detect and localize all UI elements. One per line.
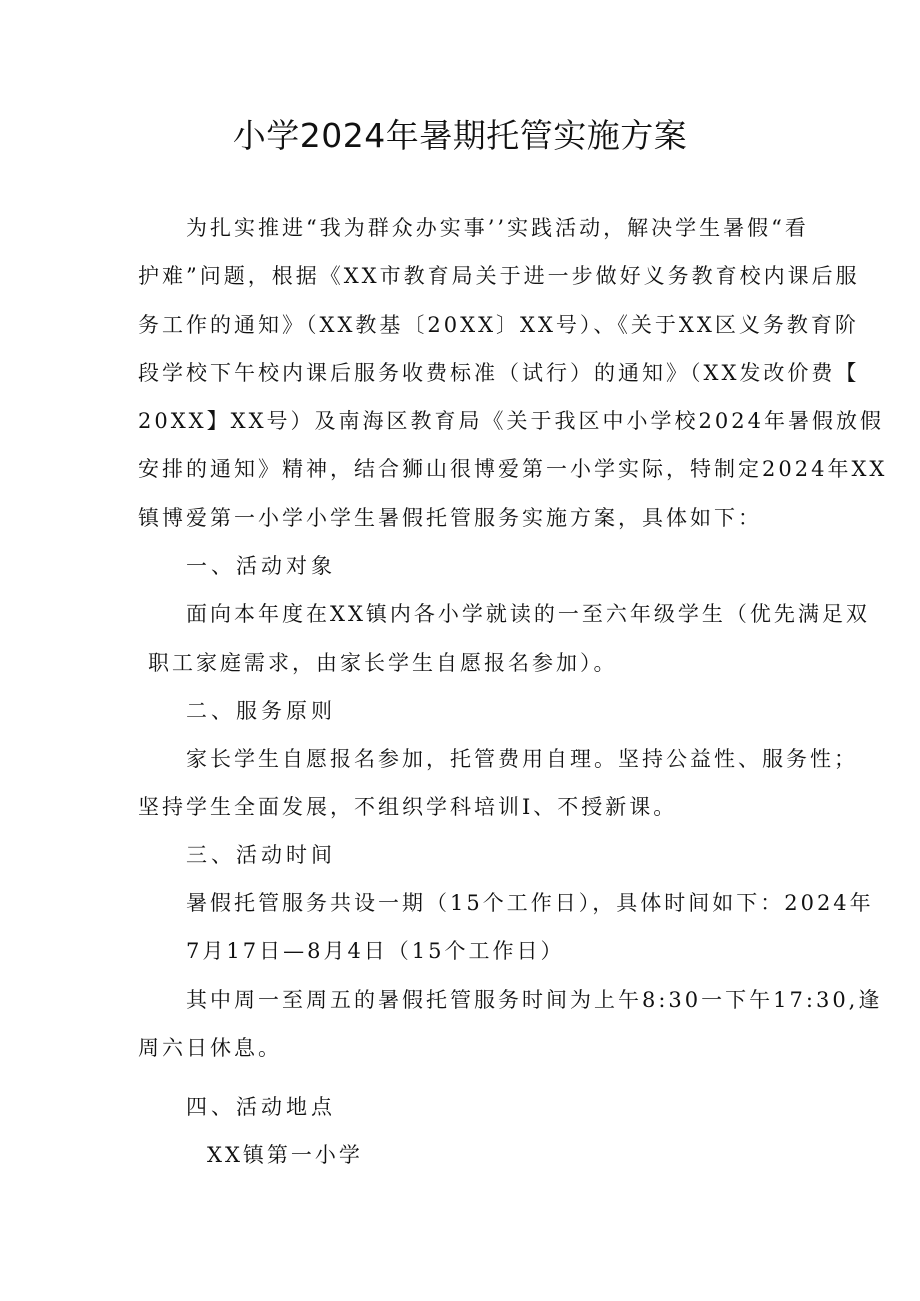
intro-line: 为扎实推进“我为群众办实事’’实践活动，解决学生暑假“看 [186, 216, 809, 240]
intro-line: 务工作的通知》（XX教基〔20XX〕XX号）、《关于XX区义务教育阶 [138, 313, 859, 337]
intro-line: 20XX】XX号）及南海区教育局《关于我区中小学校2024年暑假放假 [138, 409, 884, 433]
section-line: 其中周一至周五的暑假托管服务时间为上午8:30一下午17:30,逢 [186, 988, 883, 1012]
section-heading: 三、活动时间 [186, 843, 336, 867]
section-line: 周六日休息。 [138, 1036, 282, 1060]
section-heading: 四、活动地点 [186, 1095, 336, 1119]
section-line: 坚持学生全面发展，不组织学科培训I、不授新课。 [138, 795, 678, 819]
document-title: 小学2024年暑期托管实施方案 [232, 116, 688, 155]
section-line: 暑假托管服务共设一期（15个工作日），具体时间如下：2024年 [186, 891, 874, 915]
intro-line: 镇博爱第一小学小学生暑假托管服务实施方案，具体如下： [138, 506, 762, 530]
section-line: 家长学生自愿报名参加，托管费用自理。坚持公益性、服务性； [186, 747, 858, 771]
section-heading: 二、服务原则 [186, 699, 336, 723]
intro-line: 安排的通知》精神，结合狮山很博爱第一小学实际，特制定2024年XX [138, 457, 888, 481]
section-line: 7月17日—8月4日（15个工作日） [186, 939, 565, 963]
section-heading: 一、活动对象 [186, 554, 336, 578]
intro-line: 护难”问题，根据《XX市教育局关于进一步做好义务教育校内课后服 [138, 264, 860, 288]
section-line: XX镇第一小学 [207, 1143, 363, 1167]
section-line: 职工家庭需求，由家长学生自愿报名参加）。 [148, 651, 618, 675]
section-line: 面向本年度在XX镇内各小学就读的一至六年级学生（优先满足双 [186, 602, 870, 626]
intro-line: 段学校下午校内课后服务收费标准（试行）的通知》（XX发改价费【 [138, 361, 860, 385]
